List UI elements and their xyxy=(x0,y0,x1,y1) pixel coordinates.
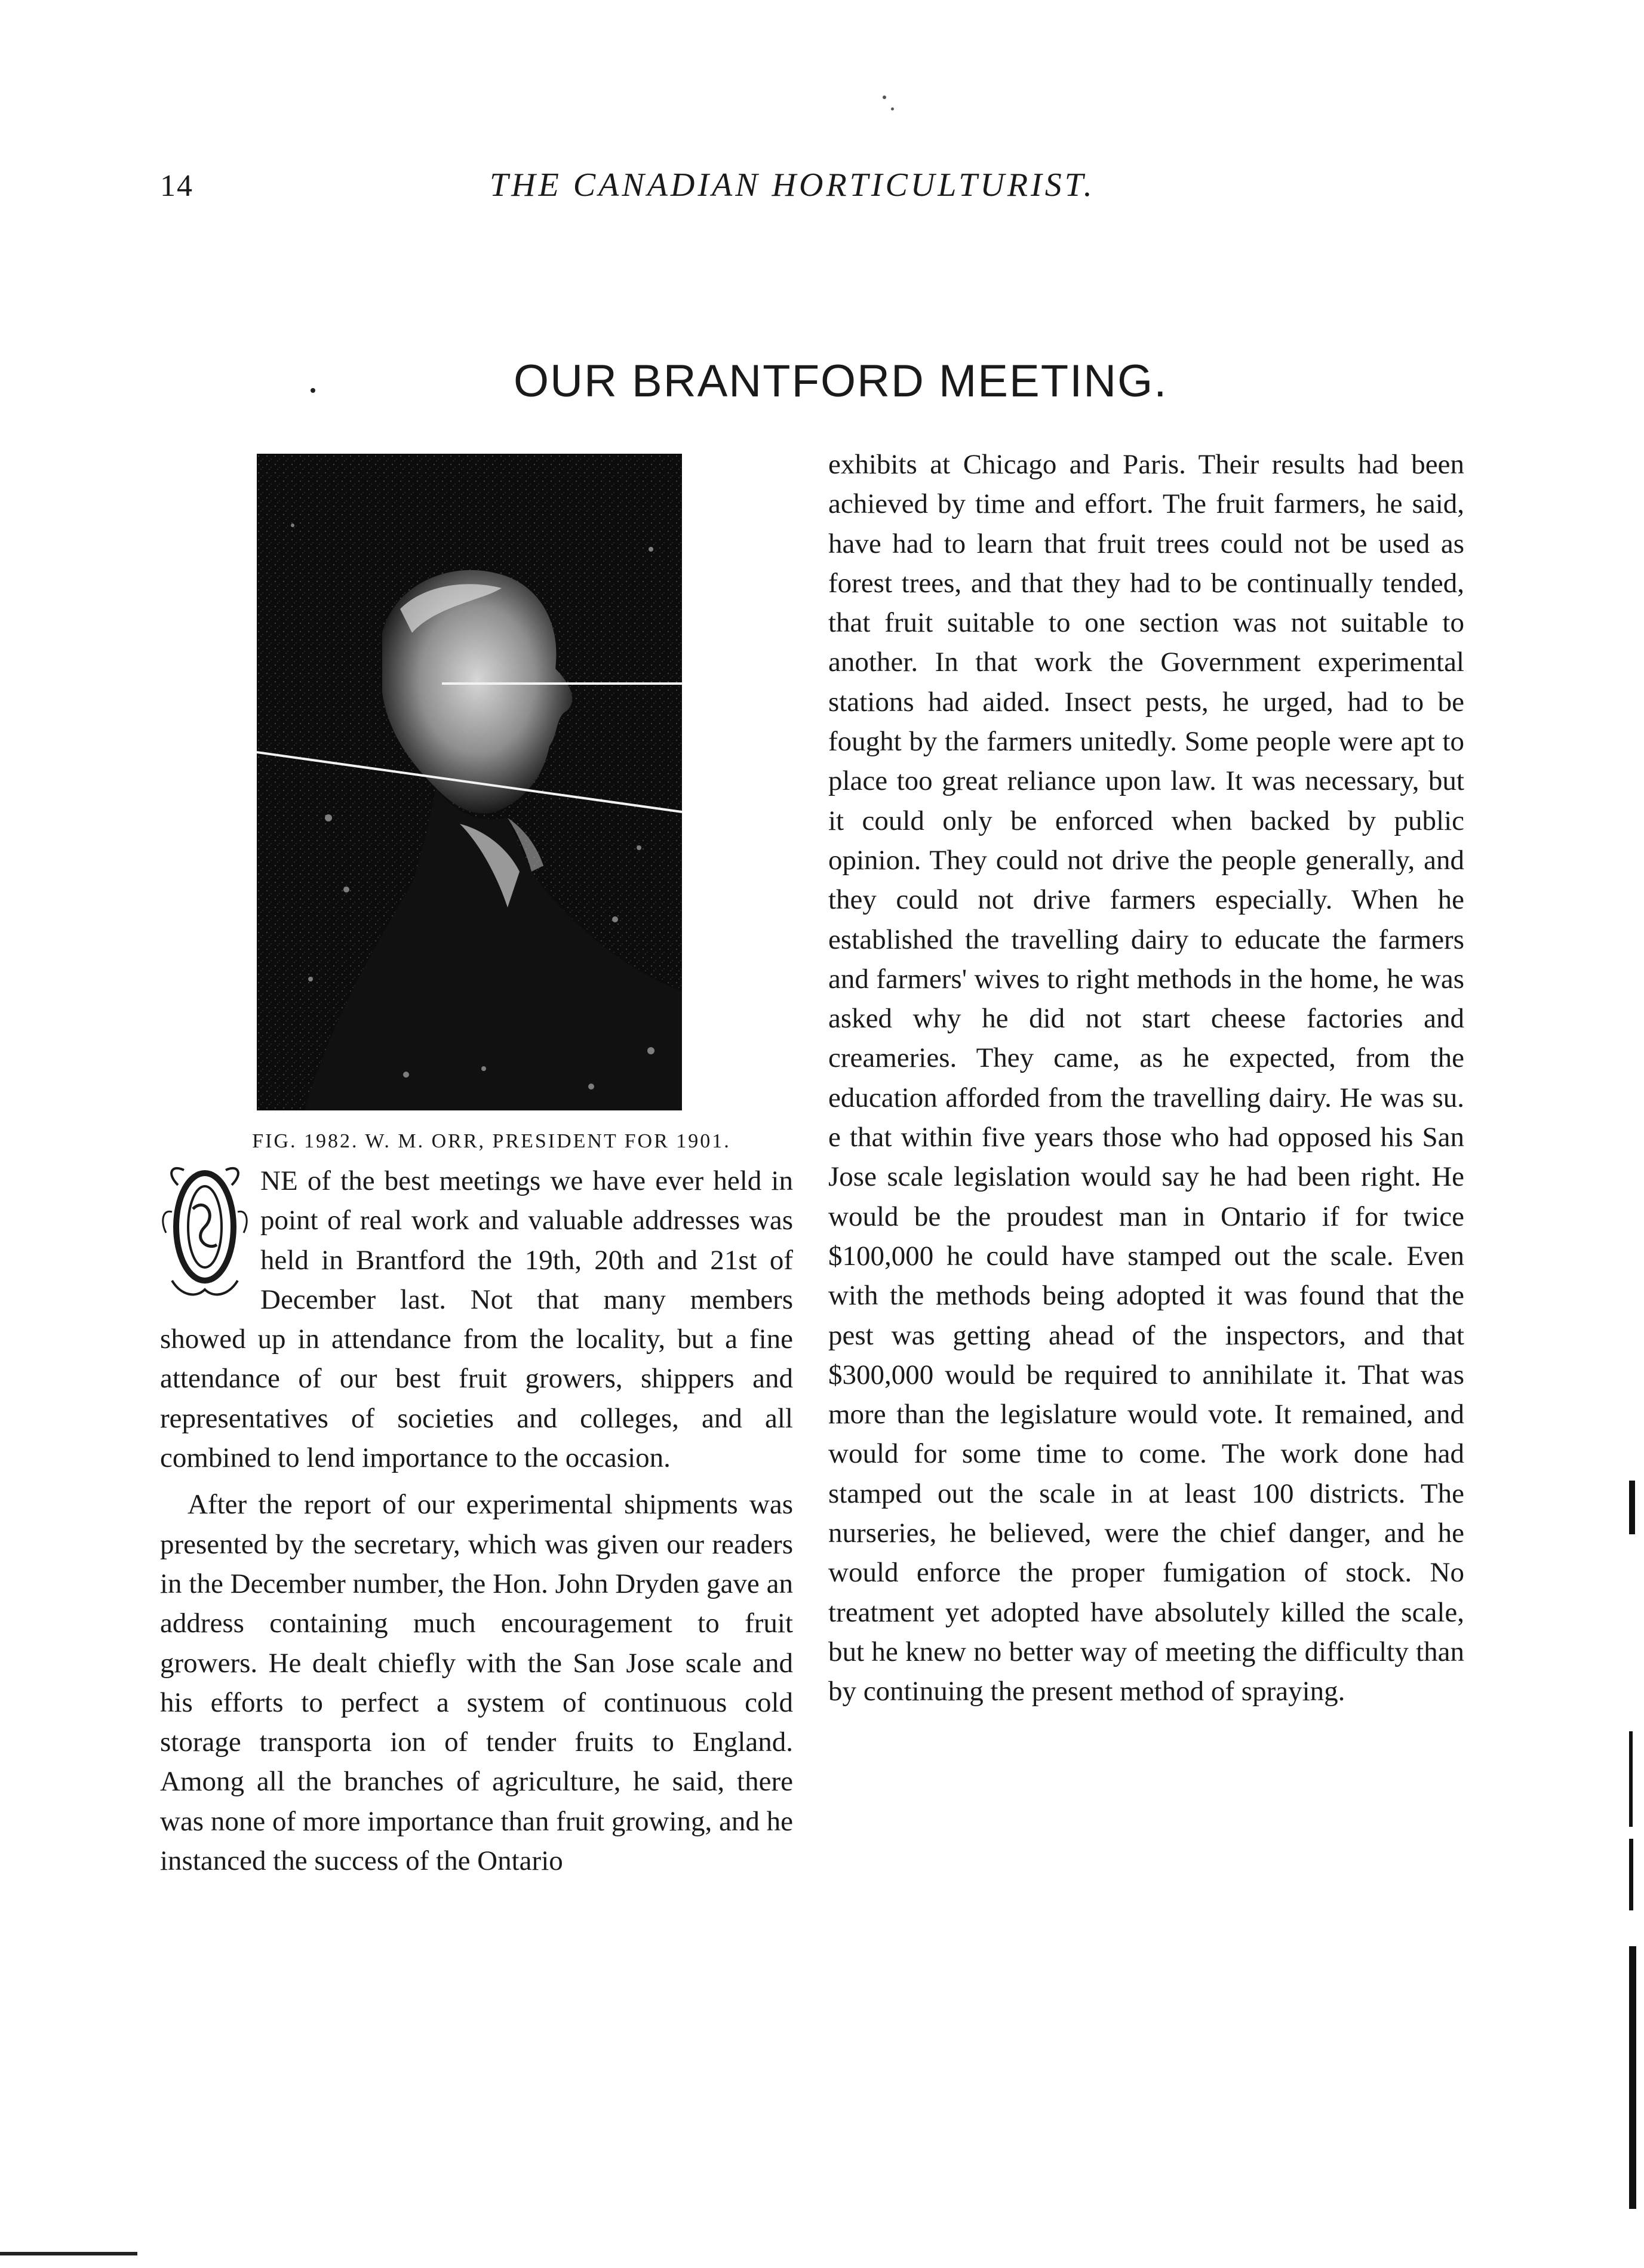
running-title: THE CANADIAN HORTICULTURIST. xyxy=(490,167,1095,204)
right-column xyxy=(828,445,1464,1712)
ornamental-dropcap-icon xyxy=(160,1161,250,1304)
scan-edge-mark xyxy=(1629,1946,1636,2209)
figure-caption: FIG. 1982. W. M. ORR, PRESIDENT FOR 1901. xyxy=(252,1130,731,1152)
title-dot xyxy=(311,388,315,393)
paragraph-3: exhibits at Chicago and Paris. Their results had been achieved by time and effort. The fruit farmers, he said, have had to learn that fruit trees could not be used as forest trees, and that they had to be continually tended, that fruit suitable to one section was not suitable to another. In that work the Government experimental stations had aided. Insect pests, he urged, had to be fought by the farmers unitedly. Some people were apt to place too great reliance upon law. It was necessary, but it could only be enforced when backed by public opinion. They could not drive the people generally, and they could not drive farmers especially. When he established the travelling dairy to educate the farmers and farmers' wives to right methods in the home, he was asked why he did not start cheese factories and creameries. They came, as he expected, from the education afforded from the travelling dairy. He was su. e that within five years those who had opposed his San Jose scale legislation would say he had been right. He would be the proudest man in Ontario if for twice $100,000 he could have stamped out the scale. Even with the methods being adopted it was found that the pest was getting ahead of the inspectors, and that $300,000 would be required to annihilate it. That was more than the legislature would vote. It remained, and would for some time to come. The work done had stamped out the scale in at least 100 districts. The nurseries, he believed, were the chief danger, and he would enforce the proper fumigation of stock. No treatment yet adopted have absolutely killed the scale, but he knew no better way of meeting the difficulty than by continuing the present method of spraying. xyxy=(828,449,1464,1707)
scan-edge-mark xyxy=(1629,1839,1633,1910)
scan-speck xyxy=(883,96,886,99)
scan-speck xyxy=(891,107,894,110)
paragraph-1 xyxy=(160,1161,793,1478)
bottom-rule xyxy=(0,2252,137,2255)
scan-edge-mark xyxy=(1629,1481,1635,1534)
paragraph-1-text: NE of the best meetings we have ever held in point of real work and valuable addresses was held in Brantford the 19th, 20th and 21st of December last. Not that many members showed up in attendance from the locality, but a fine attendance of our best fruit growers, shippers and representatives of societies and colleges, and all combined to lend importance to the occasion. xyxy=(160,1165,793,1474)
scan-edge-mark xyxy=(1629,1731,1633,1827)
portrait-photograph xyxy=(257,454,682,1110)
left-column xyxy=(160,1161,793,1881)
article-title: OUR BRANTFORD MEETING. xyxy=(514,356,1168,407)
paragraph-2: After the report of our experimental shipments was presented by the secretary, which was given our readers in the December number, the Hon. John Dryden gave an address containing much encouragement to fruit growers. He dealt chiefly with the San Jose scale and his efforts to perfect a system of continuous cold storage transporta ion of tender fruits to England. Among all the branches of agriculture, he said, there was none of more importance than fruit growing, and he instanced the success of the Ontario xyxy=(160,1489,793,1877)
page-number: 14 xyxy=(160,169,193,203)
